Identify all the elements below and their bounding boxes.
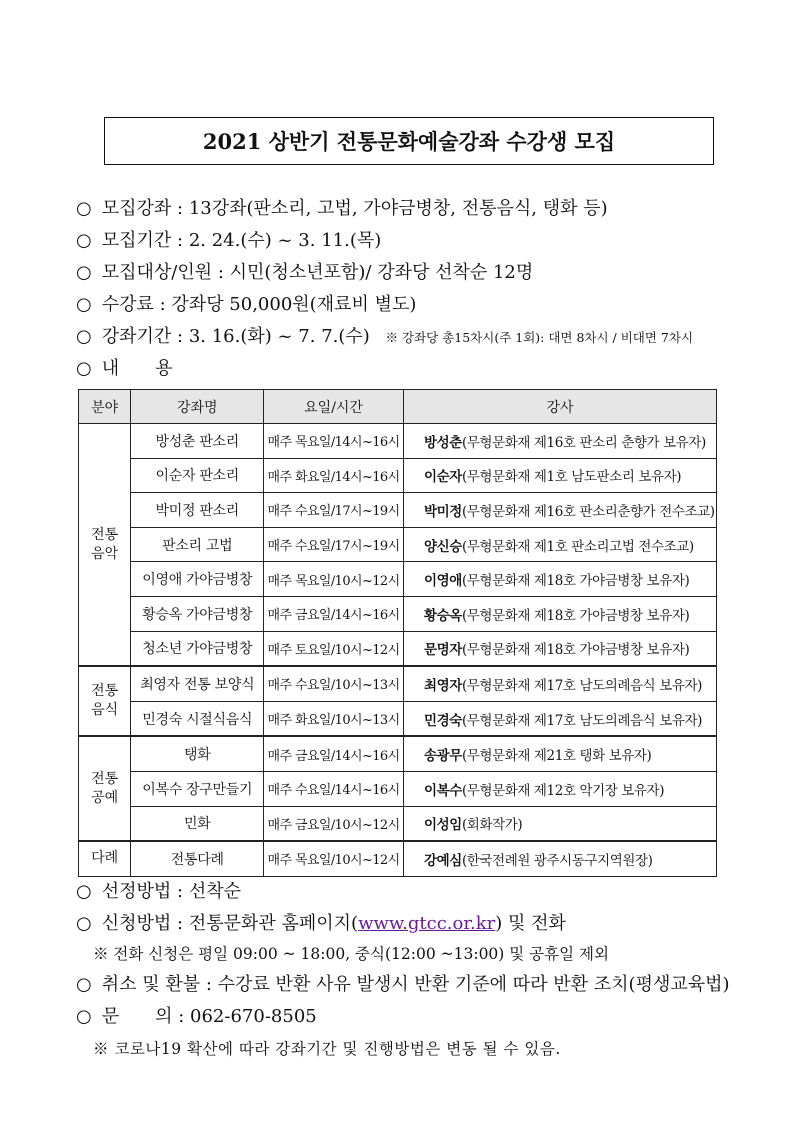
group-name-line1: 전통	[91, 683, 119, 700]
info-selection	[76, 877, 241, 903]
group-cell	[79, 424, 131, 667]
header-time: 요일/시간	[264, 390, 404, 424]
info-refund	[76, 970, 730, 996]
instructor-name: 이복수	[424, 782, 462, 799]
info-contact	[76, 1002, 317, 1028]
instructor	[404, 596, 717, 631]
group-name-line1: 전통	[91, 770, 119, 787]
info-label: 모집강좌 :	[101, 198, 184, 219]
instructor-name: 최영자	[424, 677, 462, 694]
instructor-name: 이영애	[424, 573, 462, 590]
group-name-line2: 음식	[91, 702, 119, 719]
info-value: 선착순	[188, 881, 241, 902]
instructor-desc: (무형문화재 제1호 남도판소리 보유자)	[461, 469, 682, 486]
course-time: 매주 금요일/10시~12시	[264, 806, 404, 841]
table-row	[79, 771, 717, 806]
course-time: 매주 금요일/14시~16시	[264, 736, 404, 771]
info-label: 신청방법 :	[101, 913, 184, 934]
table-row	[79, 806, 717, 841]
homepage-link[interactable]: www.gtcc.or.kr	[358, 913, 496, 934]
table-row	[79, 631, 717, 666]
info-value: 2. 24.(수) ~ 3. 11.(목)	[188, 230, 382, 251]
bullet-icon: ○	[76, 230, 92, 251]
info-contents	[76, 354, 173, 380]
course-time: 매주 수요일/10시~13시	[264, 666, 404, 701]
instructor-desc: (무형문화재 제18호 가야금병창 보유자)	[461, 573, 690, 590]
instructor-desc: (무형문화재 제1호 판소리고법 전수조교)	[461, 538, 694, 555]
bullet-icon: ○	[76, 358, 92, 379]
course-name: 민화	[131, 806, 264, 841]
course-time: 매주 금요일/14시~16시	[264, 596, 404, 631]
course-time: 매주 목요일/10시~12시	[264, 562, 404, 597]
info-label: 내 용	[101, 358, 173, 379]
table-row	[79, 562, 717, 597]
info-value: 시민(청소년포함)/ 강좌당 선착순 12명	[229, 262, 534, 283]
course-time: 매주 토요일/10시~12시	[264, 631, 404, 666]
course-name: 이순자 판소리	[131, 458, 264, 493]
info-target	[76, 258, 533, 284]
instructor	[404, 527, 717, 562]
bullet-icon: ○	[76, 198, 92, 219]
instructor-name: 이순자	[424, 469, 462, 486]
table-row	[79, 527, 717, 562]
instructor-desc: (무형문화재 제12호 악기장 보유자)	[461, 782, 665, 799]
course-name: 황승옥 가야금병창	[131, 596, 264, 631]
instructor	[404, 841, 717, 876]
info-application	[76, 909, 566, 935]
course-time: 매주 화요일/14시~16시	[264, 458, 404, 493]
instructor-name: 민경숙	[424, 712, 462, 729]
page-title: 2021 상반기 전통문화예술강좌 수강생 모집	[104, 117, 714, 165]
info-label: 모집대상/인원 :	[101, 262, 224, 283]
table-row	[79, 701, 717, 736]
course-time: 매주 수요일/17시~19시	[264, 493, 404, 528]
course-name: 탱화	[131, 736, 264, 771]
instructor-name: 강예심	[424, 852, 462, 869]
info-value: 전통문화관 홈페이지(	[188, 913, 359, 934]
group-name-line1: 전통	[91, 526, 119, 543]
instructor-desc: (한국전례원 광주시동구지역원장)	[461, 852, 653, 869]
bullet-icon: ○	[76, 326, 92, 347]
instructor	[404, 562, 717, 597]
header-course: 강좌명	[131, 390, 264, 424]
course-name: 청소년 가야금병창	[131, 631, 264, 666]
info-label: 수강료 :	[101, 294, 166, 315]
info-value: 강좌당 50,000원(재료비 별도)	[171, 294, 417, 315]
table-row	[79, 736, 717, 771]
header-instructor: 강사	[404, 390, 717, 424]
header-field: 분야	[79, 390, 131, 424]
group-name-line2: 음악	[91, 545, 119, 562]
group-cell	[79, 841, 131, 876]
group-name-line2: 공예	[91, 789, 119, 806]
info-courses	[76, 194, 608, 220]
info-label: 선정방법 :	[101, 881, 184, 902]
table-row	[79, 596, 717, 631]
info-course-period	[76, 322, 693, 348]
info-value: 062-670-8505	[190, 1006, 317, 1027]
instructor	[404, 771, 717, 806]
instructor	[404, 736, 717, 771]
covid-note: ※ 코로나19 확산에 따라 강좌기간 및 진행방법은 변동 될 수 있음.	[93, 1040, 561, 1058]
table-row	[79, 458, 717, 493]
group-cell	[79, 736, 131, 841]
bullet-icon: ○	[76, 881, 92, 902]
instructor-name: 박미정	[424, 503, 462, 520]
table-row	[79, 841, 717, 876]
course-name: 전통다례	[131, 841, 264, 876]
info-label: 모집기간 :	[101, 230, 184, 251]
instructor	[404, 631, 717, 666]
instructor	[404, 493, 717, 528]
instructor	[404, 666, 717, 701]
info-value-suffix: ) 및 전화	[495, 913, 566, 934]
instructor-name: 문명자	[424, 642, 462, 659]
instructor	[404, 458, 717, 493]
instructor-name: 양신승	[424, 538, 462, 555]
table-row	[79, 666, 717, 701]
group-cell	[79, 666, 131, 736]
instructor-desc: (회화작가)	[461, 817, 523, 834]
course-name: 방성춘 판소리	[131, 424, 264, 459]
instructor-desc: (무형문화재 제18호 가야금병창 보유자)	[461, 607, 690, 624]
session-note: ※ 강좌당 총15차시(주 1회): 대면 8차시 / 비대면 7차시	[385, 330, 694, 345]
course-name: 민경숙 시절식음식	[131, 701, 264, 736]
instructor	[404, 806, 717, 841]
instructor-desc: (무형문화재 제21호 탱화 보유자)	[461, 748, 652, 765]
bullet-icon: ○	[76, 913, 92, 934]
info-label: 강좌기간 :	[101, 326, 184, 347]
course-time: 매주 화요일/10시~13시	[264, 701, 404, 736]
bullet-icon: ○	[76, 294, 92, 315]
info-value: 13강좌(판소리, 고법, 가야금병창, 전통음식, 탱화 등)	[188, 198, 608, 219]
instructor-name: 이성임	[424, 817, 462, 834]
course-time: 매주 목요일/14시~16시	[264, 424, 404, 459]
instructor-name: 방성춘	[424, 434, 462, 451]
instructor	[404, 701, 717, 736]
bullet-icon: ○	[76, 1006, 92, 1027]
bullet-icon: ○	[76, 262, 92, 283]
course-table	[78, 389, 717, 877]
bullet-icon: ○	[76, 974, 92, 995]
instructor-desc: (무형문화재 제16호 판소리 춘향가 보유자)	[461, 434, 706, 451]
info-value: 3. 16.(화) ~ 7. 7.(수)	[188, 326, 370, 347]
info-fee	[76, 290, 416, 316]
course-name: 판소리 고법	[131, 527, 264, 562]
info-value: 수강료 반환 사유 발생시 반환 기준에 따라 반환 조치(평생교육법)	[217, 974, 730, 995]
course-time: 매주 수요일/17시~19시	[264, 527, 404, 562]
instructor-desc: (무형문화재 제17호 남도의례음식 보유자)	[461, 677, 702, 694]
course-name: 이복수 장구만들기	[131, 771, 264, 806]
info-period	[76, 226, 381, 252]
table-row	[79, 424, 717, 459]
table-row	[79, 493, 717, 528]
instructor-desc: (무형문화재 제18호 가야금병창 보유자)	[461, 642, 690, 659]
course-name: 박미정 판소리	[131, 493, 264, 528]
info-label: 문 의 :	[101, 1006, 185, 1027]
info-label: 취소 및 환불 :	[101, 974, 212, 995]
instructor-name: 송광무	[424, 748, 462, 765]
group-name-line1: 다례	[91, 850, 119, 867]
course-time: 매주 수요일/14시~16시	[264, 771, 404, 806]
course-name: 이영애 가야금병창	[131, 562, 264, 597]
phone-note: ※ 전화 신청은 평일 09:00 ~ 18:00, 중식(12:00 ~13:00) 및 공휴일 제외	[93, 945, 609, 963]
instructor	[404, 424, 717, 459]
instructor-desc: (무형문화재 제16호 판소리춘향가 전수조교)	[461, 503, 715, 520]
course-time: 매주 목요일/10시~12시	[264, 841, 404, 876]
course-name: 최영자 전통 보양식	[131, 666, 264, 701]
instructor-desc: (무형문화재 제17호 남도의례음식 보유자)	[461, 712, 702, 729]
table-header	[79, 390, 717, 424]
instructor-name: 황승옥	[424, 607, 462, 624]
